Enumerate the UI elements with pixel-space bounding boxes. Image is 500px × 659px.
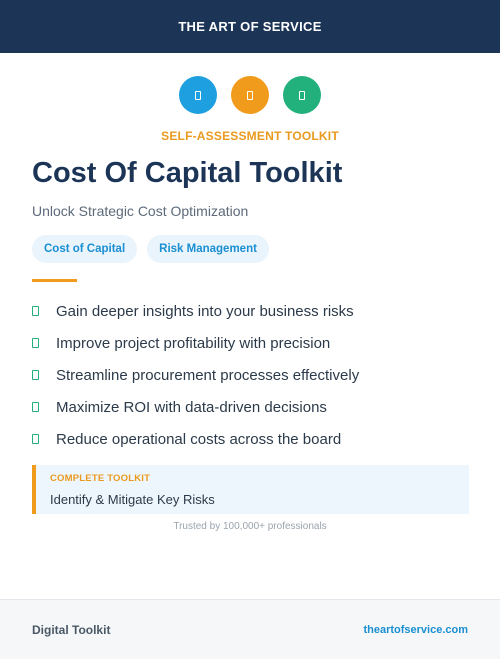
header-bar (0, 0, 500, 53)
benefit-list (32, 295, 359, 455)
check-icon (32, 402, 39, 412)
benefit-text: Improve project profitability with precision (56, 334, 331, 352)
toolkit-callout (32, 465, 469, 514)
list-item (32, 423, 359, 455)
benefit-text: Streamline procurement processes effectively (56, 366, 360, 384)
tag-risk-management: Risk Management (147, 235, 269, 263)
website-link[interactable]: theartofservice.com (363, 623, 468, 636)
check-icon (32, 306, 39, 316)
footer-bar (0, 599, 500, 659)
check-icon (32, 434, 39, 444)
page-title: Cost Of Capital Toolkit (32, 157, 343, 189)
brand-name: THE ART OF SERVICE (178, 19, 322, 34)
list-item (32, 327, 359, 359)
callout-label: COMPLETE TOOLKIT (50, 473, 151, 484)
callout-text: Identify & Mitigate Key Risks (50, 492, 215, 507)
document-icon (179, 76, 217, 114)
document-icon (283, 76, 321, 114)
document-icon (231, 76, 269, 114)
footer-label: Digital Toolkit (32, 622, 111, 637)
tag-list (32, 235, 269, 263)
list-item (32, 391, 359, 423)
icon-row (0, 76, 500, 114)
benefit-text: Gain deeper insights into your business risks (56, 302, 354, 320)
eyebrow-label: SELF-ASSESSMENT TOOLKIT (161, 129, 339, 143)
benefit-text: Reduce operational costs across the board (56, 430, 342, 448)
check-icon (32, 338, 39, 348)
benefit-text: Maximize ROI with data-driven decisions (56, 398, 327, 416)
check-icon (32, 370, 39, 380)
accent-divider (32, 279, 77, 282)
trust-statement: Trusted by 100,000+ professionals (173, 521, 327, 532)
list-item (32, 359, 359, 391)
page-subtitle: Unlock Strategic Cost Optimization (32, 203, 249, 219)
tag-cost-of-capital: Cost of Capital (32, 235, 137, 263)
list-item (32, 295, 359, 327)
